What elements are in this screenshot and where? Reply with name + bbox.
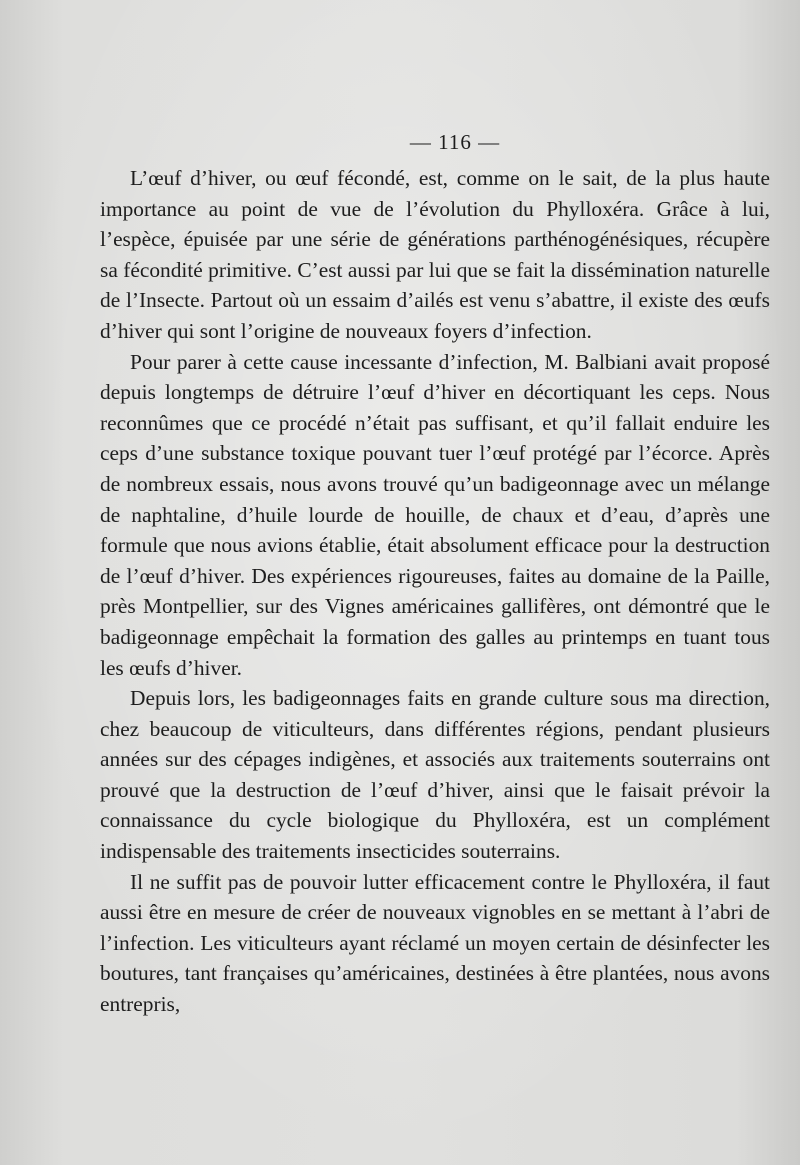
paragraph-balbiani-method: Pour parer à cette cause incessante d’infection, M. Balbiani avait proposé depuis longtemps de détruire l’œuf d’hiver en décortiquant les ceps. Nous reconnûmes que ce procédé n’était pas suffisant, et qu’il fallait enduire les ceps d’une substance toxique pouvant tuer l’œuf protégé par l’écorce. Après de nombreux essais, nous avons trouvé qu’un badigeonnage avec un mélange de naphtaline, d’huile lourde de houille, de chaux et d’eau, d’après une formule que nous avions établie, était absolument efficace pour la destruction de l’œuf d’hiver. Des expériences rigoureuses, faites au domaine de la Paille, près Montpellier, sur des Vignes américaines gallifères, ont démontré que le badigeonnage empêchait la formation des galles au printemps en tuant tous les œufs d’hiver. bbox=[100, 349, 770, 680]
paragraph-field-results: Depuis lors, les badigeonnages faits en grande culture sous ma direction, chez beaucoup de viticulteurs, dans différentes régions, pendant plusieurs années sur des cépages indigènes, et associés aux traitements souterrains ont prouvé que la destruction de l’œuf d’hiver, ainsi que le faisait prévoir la connaissance du cycle biologique du Phylloxéra, est un complément indispensable des traitements insecticides souterrains. bbox=[100, 686, 770, 864]
page-number: — 116 — bbox=[409, 130, 501, 154]
paragraph-cuttings-disinfection: Il ne suffit pas de pouvoir lutter efficacement contre le Phylloxéra, il faut aussi être en mesure de créer de nouveaux vignobles en se mettant à l’abri de l’infection. Les viticulteurs ayant réclamé un moyen certain de désinfecter les boutures, tant françaises qu’américaines, destinées à être plantées, nous avons entrepris, bbox=[100, 869, 770, 1017]
paragraph-winter-egg: L’œuf d’hiver, ou œuf fécondé, est, comme on le sait, de la plus haute importance au point de vue de l’évolution du Phylloxéra. Grâce à lui, l’espèce, épuisée par une série de générations parthénogénésiques, récupère sa fécondité primitive. C’est aussi par lui que se fait la dissémination naturelle de l’Insecte. Partout où un essaim d’ailés est venu s’abattre, il existe des œufs d’hiver qui sont l’origine de nouveaux foyers d’infection. bbox=[100, 166, 770, 343]
